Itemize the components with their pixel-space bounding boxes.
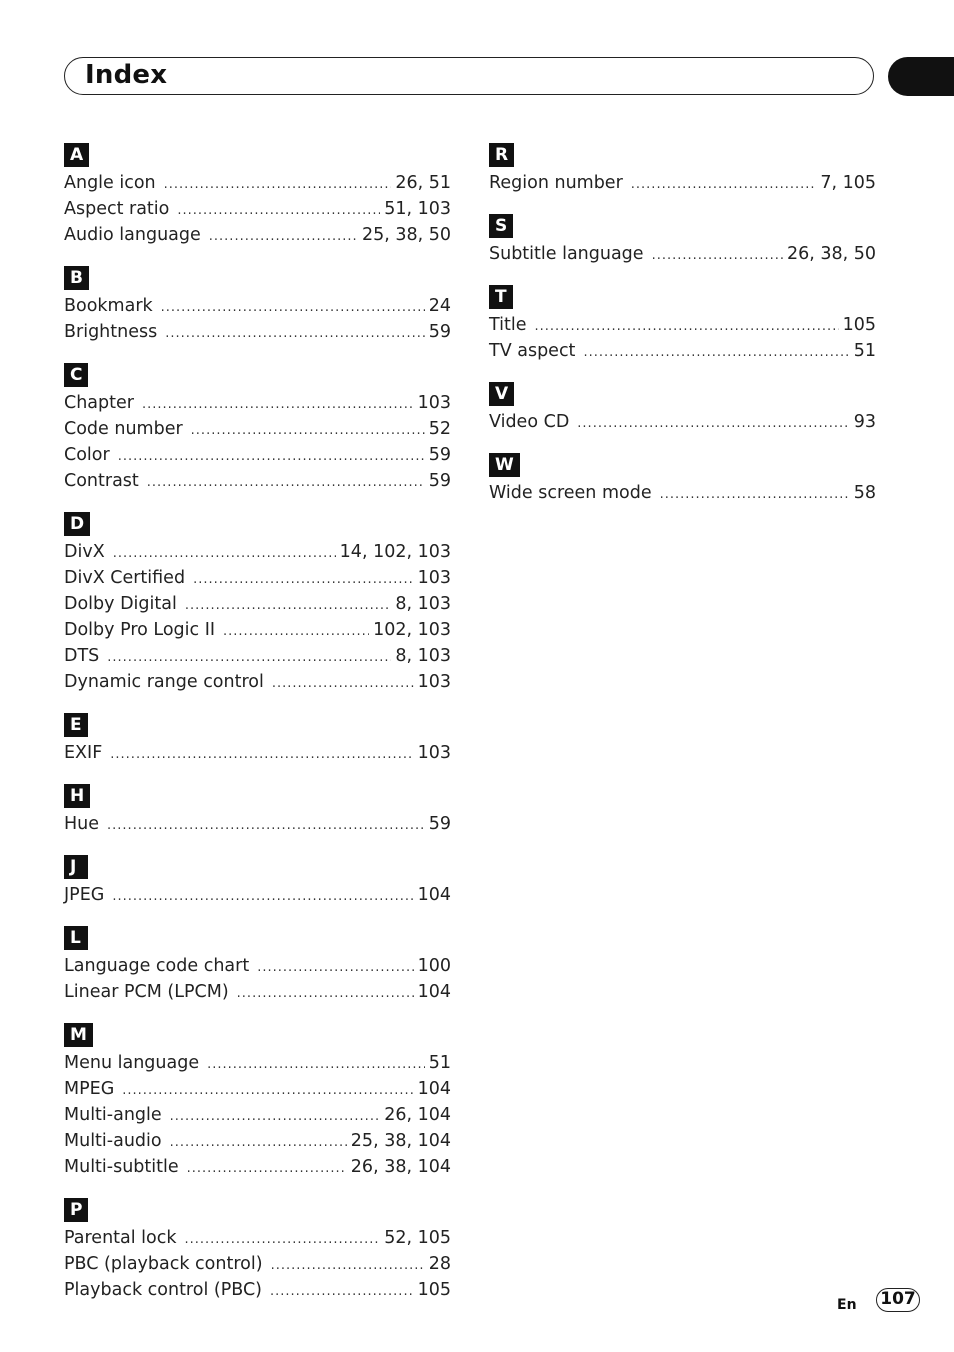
dot-leader bbox=[193, 568, 414, 592]
entry-pages: 104 bbox=[417, 1079, 451, 1099]
section-letter: B bbox=[64, 266, 89, 290]
footer-language-label: En bbox=[837, 1297, 857, 1313]
index-entry bbox=[64, 294, 451, 320]
index-section-h bbox=[64, 784, 451, 838]
entry-term: Code number bbox=[64, 419, 183, 439]
section-letter: E bbox=[64, 713, 88, 737]
dot-leader bbox=[535, 315, 839, 339]
index-column-left bbox=[64, 143, 451, 1321]
entry-pages: 14, 102, 103 bbox=[339, 542, 451, 562]
index-section-l bbox=[64, 926, 451, 1006]
entry-pages: 52, 105 bbox=[384, 1228, 451, 1248]
entry-pages: 26, 104 bbox=[384, 1105, 451, 1125]
entry-term: Angle icon bbox=[64, 173, 156, 193]
entry-term: Language code chart bbox=[64, 956, 250, 976]
entry-pages: 93 bbox=[853, 412, 876, 432]
entry-pages: 51 bbox=[853, 341, 876, 361]
index-section-v bbox=[489, 382, 876, 436]
section-letter: C bbox=[64, 363, 88, 387]
entry-pages: 103 bbox=[417, 672, 451, 692]
dot-leader bbox=[112, 885, 413, 909]
entry-term: Bookmark bbox=[64, 296, 153, 316]
index-entry bbox=[64, 618, 451, 644]
dot-leader bbox=[165, 322, 425, 346]
index-section-b bbox=[64, 266, 451, 346]
entry-pages: 102, 103 bbox=[373, 620, 451, 640]
entry-term: PBC (playback control) bbox=[64, 1254, 263, 1274]
dot-leader bbox=[161, 296, 425, 320]
entry-term: Dolby Pro Logic II bbox=[64, 620, 216, 640]
dot-leader bbox=[577, 412, 849, 436]
entry-term: Menu language bbox=[64, 1053, 200, 1073]
section-letter: W bbox=[489, 453, 520, 477]
index-entry bbox=[64, 670, 451, 696]
dot-leader bbox=[118, 445, 425, 469]
dot-leader bbox=[660, 483, 850, 507]
entry-pages: 103 bbox=[417, 568, 451, 588]
dot-leader bbox=[170, 1105, 381, 1129]
entry-pages: 8, 103 bbox=[395, 646, 451, 666]
entry-pages: 8, 103 bbox=[395, 594, 451, 614]
entry-term: Contrast bbox=[64, 471, 139, 491]
index-section-d bbox=[64, 512, 451, 696]
index-entry bbox=[64, 1278, 451, 1304]
entry-pages: 104 bbox=[417, 885, 451, 905]
index-entry bbox=[64, 644, 451, 670]
index-entry bbox=[489, 242, 876, 268]
index-entry bbox=[489, 171, 876, 197]
entry-pages: 51 bbox=[428, 1053, 451, 1073]
index-entry bbox=[64, 1226, 451, 1252]
entry-term: DivX bbox=[64, 542, 105, 562]
dot-leader bbox=[583, 341, 849, 365]
index-entry bbox=[64, 417, 451, 443]
entry-pages: 104 bbox=[417, 982, 451, 1002]
index-entry bbox=[64, 1077, 451, 1103]
index-entry bbox=[489, 410, 876, 436]
entry-term: Subtitle language bbox=[489, 244, 644, 264]
index-entry bbox=[64, 469, 451, 495]
entry-pages: 25, 38, 104 bbox=[350, 1131, 451, 1151]
index-entry bbox=[64, 171, 451, 197]
entry-pages: 25, 38, 50 bbox=[361, 225, 451, 245]
section-letter: R bbox=[489, 143, 514, 167]
section-letter: V bbox=[489, 382, 514, 406]
section-letter: L bbox=[64, 926, 88, 950]
dot-leader bbox=[631, 173, 817, 197]
dot-leader bbox=[177, 199, 380, 223]
dot-leader bbox=[652, 244, 783, 268]
entry-pages: 105 bbox=[417, 1280, 451, 1300]
entry-term: Region number bbox=[489, 173, 623, 193]
index-entry bbox=[64, 812, 451, 838]
entry-term: EXIF bbox=[64, 743, 103, 763]
dot-leader bbox=[185, 594, 392, 618]
index-entry bbox=[64, 1103, 451, 1129]
section-letter: A bbox=[64, 143, 89, 167]
index-entry bbox=[64, 1252, 451, 1278]
footer-page-number: 107 bbox=[876, 1288, 920, 1312]
entry-term: TV aspect bbox=[489, 341, 576, 361]
dot-leader bbox=[142, 393, 414, 417]
entry-term: Brightness bbox=[64, 322, 158, 342]
index-entry bbox=[64, 320, 451, 346]
entry-term: Hue bbox=[64, 814, 100, 834]
entry-term: Aspect ratio bbox=[64, 199, 170, 219]
dot-leader bbox=[122, 1079, 413, 1103]
entry-term: Title bbox=[489, 315, 527, 335]
entry-pages: 103 bbox=[417, 743, 451, 763]
entry-term: Dolby Digital bbox=[64, 594, 177, 614]
entry-term: Playback control (PBC) bbox=[64, 1280, 262, 1300]
dot-leader bbox=[270, 1280, 414, 1304]
dot-leader bbox=[187, 1157, 347, 1181]
index-entry bbox=[64, 954, 451, 980]
index-section-j bbox=[64, 855, 451, 909]
entry-pages: 52 bbox=[428, 419, 451, 439]
index-entry bbox=[64, 741, 451, 767]
dot-leader bbox=[191, 419, 425, 443]
section-letter: M bbox=[64, 1023, 93, 1047]
index-entry bbox=[64, 592, 451, 618]
section-letter: P bbox=[64, 1198, 88, 1222]
entry-term: Audio language bbox=[64, 225, 201, 245]
index-section-c bbox=[64, 363, 451, 495]
dot-leader bbox=[209, 225, 358, 249]
entry-pages: 26, 51 bbox=[395, 173, 451, 193]
entry-term: Multi-audio bbox=[64, 1131, 162, 1151]
page-title: Index bbox=[85, 60, 168, 90]
index-entry bbox=[489, 339, 876, 365]
index-entry bbox=[64, 391, 451, 417]
header-bar bbox=[64, 57, 874, 95]
index-entry bbox=[64, 980, 451, 1006]
index-section-m bbox=[64, 1023, 451, 1181]
entry-pages: 51, 103 bbox=[384, 199, 451, 219]
index-entry bbox=[64, 223, 451, 249]
section-letter: J bbox=[64, 855, 88, 879]
dot-leader bbox=[237, 982, 414, 1006]
dot-leader bbox=[107, 646, 391, 670]
section-letter: H bbox=[64, 784, 90, 808]
index-entry bbox=[64, 1129, 451, 1155]
entry-pages: 105 bbox=[842, 315, 876, 335]
dot-leader bbox=[113, 542, 336, 566]
entry-pages: 24 bbox=[428, 296, 451, 316]
index-entry bbox=[489, 481, 876, 507]
entry-term: MPEG bbox=[64, 1079, 115, 1099]
entry-pages: 59 bbox=[428, 445, 451, 465]
section-letter: S bbox=[489, 214, 513, 238]
entry-pages: 103 bbox=[417, 393, 451, 413]
index-column-right bbox=[489, 143, 876, 524]
index-section-a bbox=[64, 143, 451, 249]
entry-term: JPEG bbox=[64, 885, 105, 905]
index-entry bbox=[64, 1051, 451, 1077]
entry-term: Wide screen mode bbox=[489, 483, 652, 503]
entry-term: Multi-angle bbox=[64, 1105, 162, 1125]
index-entry bbox=[64, 540, 451, 566]
entry-pages: 26, 38, 50 bbox=[786, 244, 876, 264]
entry-pages: 7, 105 bbox=[820, 173, 876, 193]
entry-term: Chapter bbox=[64, 393, 134, 413]
dot-leader bbox=[207, 1053, 425, 1077]
entry-term: Color bbox=[64, 445, 110, 465]
index-entry bbox=[489, 313, 876, 339]
dot-leader bbox=[107, 814, 425, 838]
index-entry bbox=[64, 197, 451, 223]
entry-term: Linear PCM (LPCM) bbox=[64, 982, 229, 1002]
index-section-p bbox=[64, 1198, 451, 1304]
dot-leader bbox=[110, 743, 413, 767]
dot-leader bbox=[170, 1131, 347, 1155]
entry-term: Multi-subtitle bbox=[64, 1157, 179, 1177]
index-entry bbox=[64, 1155, 451, 1181]
index-section-t bbox=[489, 285, 876, 365]
section-letter: D bbox=[64, 512, 90, 536]
dot-leader bbox=[272, 672, 414, 696]
index-section-s bbox=[489, 214, 876, 268]
entry-pages: 28 bbox=[428, 1254, 451, 1274]
index-entry bbox=[64, 566, 451, 592]
entry-pages: 58 bbox=[853, 483, 876, 503]
entry-term: Video CD bbox=[489, 412, 570, 432]
entry-term: Parental lock bbox=[64, 1228, 177, 1248]
entry-pages: 26, 38, 104 bbox=[350, 1157, 451, 1177]
dot-leader bbox=[223, 620, 369, 644]
entry-term: DivX Certified bbox=[64, 568, 186, 588]
index-section-e bbox=[64, 713, 451, 767]
index-section-w bbox=[489, 453, 876, 507]
entry-pages: 100 bbox=[417, 956, 451, 976]
dot-leader bbox=[257, 956, 413, 980]
entry-pages: 59 bbox=[428, 471, 451, 491]
dot-leader bbox=[185, 1228, 381, 1252]
index-entry bbox=[64, 443, 451, 469]
index-section-r bbox=[489, 143, 876, 197]
section-tab-marker bbox=[888, 57, 954, 96]
entry-pages: 59 bbox=[428, 814, 451, 834]
index-entry bbox=[64, 883, 451, 909]
dot-leader bbox=[147, 471, 425, 495]
dot-leader bbox=[164, 173, 392, 197]
dot-leader bbox=[271, 1254, 425, 1278]
entry-term: Dynamic range control bbox=[64, 672, 264, 692]
entry-term: DTS bbox=[64, 646, 100, 666]
section-letter: T bbox=[489, 285, 513, 309]
entry-pages: 59 bbox=[428, 322, 451, 342]
